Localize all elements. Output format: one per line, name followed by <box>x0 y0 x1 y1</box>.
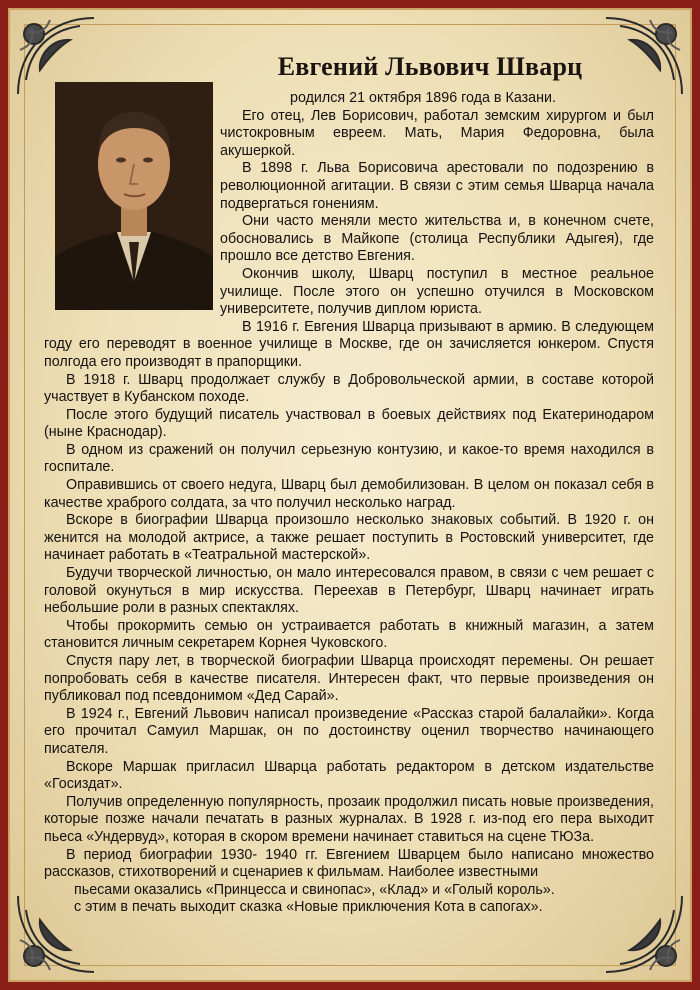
paragraph-tail: пьесами оказались «Принцесса и свинопас», «Клад» и «Голый король». <box>74 881 555 898</box>
paragraph: В 1916 г. Евгения Шварца призывают в армию. В следующем году его переводят в военное училище в Москве, где он зачисляется юнкером. Спустя полгода его производят в прапорщики. <box>44 318 654 370</box>
paragraph: Вскоре в биографии Шварца произошло несколько знаковых событий. В 1920 г. он женится на молодой актрисе, а также решает поступить в Ростовский университет, где начинает работать в «Театральной мастерской». <box>44 512 654 564</box>
paragraph: Окончив школу, Шварц поступил в местное реальное училище. После этого он успешно отучился в Московском университете, получив диплом юриста. <box>220 265 654 318</box>
paragraph: Оправившись от своего недуга, Шварц был демобилизован. В целом он показал себя в качестве храброго солдата, за что получил несколько наград. <box>44 477 654 511</box>
paragraph: В 1924 г., Евгений Львович написал произведение «Рассказ старой балалайки». Когда его прочитал Самуил Маршак, он по достоинству оценил творчество начинающего писателя. <box>44 705 654 757</box>
paragraph: Чтобы прокормить семью он устраивается работать в книжный магазин, а затем становится личным секретарем Корнея Чуковского. <box>44 617 654 652</box>
page-title: Евгений Львович Шварц <box>277 52 583 81</box>
paragraph-tail: с этим в печать выходит сказка «Новые приключения Кота в сапогах». <box>74 899 543 916</box>
biography-text <box>44 90 654 917</box>
paragraph: После этого будущий писатель участвовал в боевых действиях под Екатеринодаром (ныне Краснодар). <box>44 406 654 441</box>
paragraph: родился 21 октября 1896 года в Казани. <box>290 90 556 106</box>
paragraph: В одном из сражений он получил серьезную контузию, и какое-то время находился в госпитале. <box>44 441 654 476</box>
paragraph: Получив определенную популярность, прозаик продолжил писать новые произведения, которые позже начали печатать в разных журналах. В 1928 г. из-под его пера выходит пьеса «Ундервуд», которая в скором времени начинает ставиться на сцене ТЮЗа. <box>44 793 654 845</box>
portrait-spacer <box>44 90 220 324</box>
paragraph: В 1918 г. Шварц продолжает службу в Добровольческой армии, в составе которой участвует в Кубанском походе. <box>44 371 654 406</box>
paragraph: Спустя пару лет, в творческой биографии Шварца происходят перемены. Он решает попробовать себя в качестве писателя. Интересен факт, что первые произведения он публиковал под псевдонимом «Дед Сарай». <box>44 653 654 705</box>
paragraph: Они часто меняли место жительства и, в конечном счете, обосновались в Майкопе (столица Республики Адыгея), где прошло все детство Евгения. <box>220 213 654 265</box>
paragraph: Будучи творческой личностью, он мало интересовался правом, в связи с чем решает с головой окунуться в мир искусства. Переехав в Петербург, Шварц начинает играть небольшие роли в разных спектаклях. <box>44 565 654 617</box>
paragraph: В период биографии 1930- 1940 гг. Евгением Шварцем было написано множество рассказов, стихотворений и сценариев к фильмам. Наиболее известными <box>44 846 654 881</box>
paragraph: Вскоре Маршак пригласил Шварца работать редактором в детском издательстве «Госиздат». <box>44 758 654 793</box>
paragraph: Его отец, Лев Борисович, работал земским хирургом и был чистокровным евреем. Мать, Мария Федоровна, была акушеркой. <box>220 107 654 159</box>
paragraph: В 1898 г. Льва Борисовича арестовали по подозрению в революционной агитации. В связи с этим семья Шварца начала подвергаться гонениям. <box>220 160 654 212</box>
